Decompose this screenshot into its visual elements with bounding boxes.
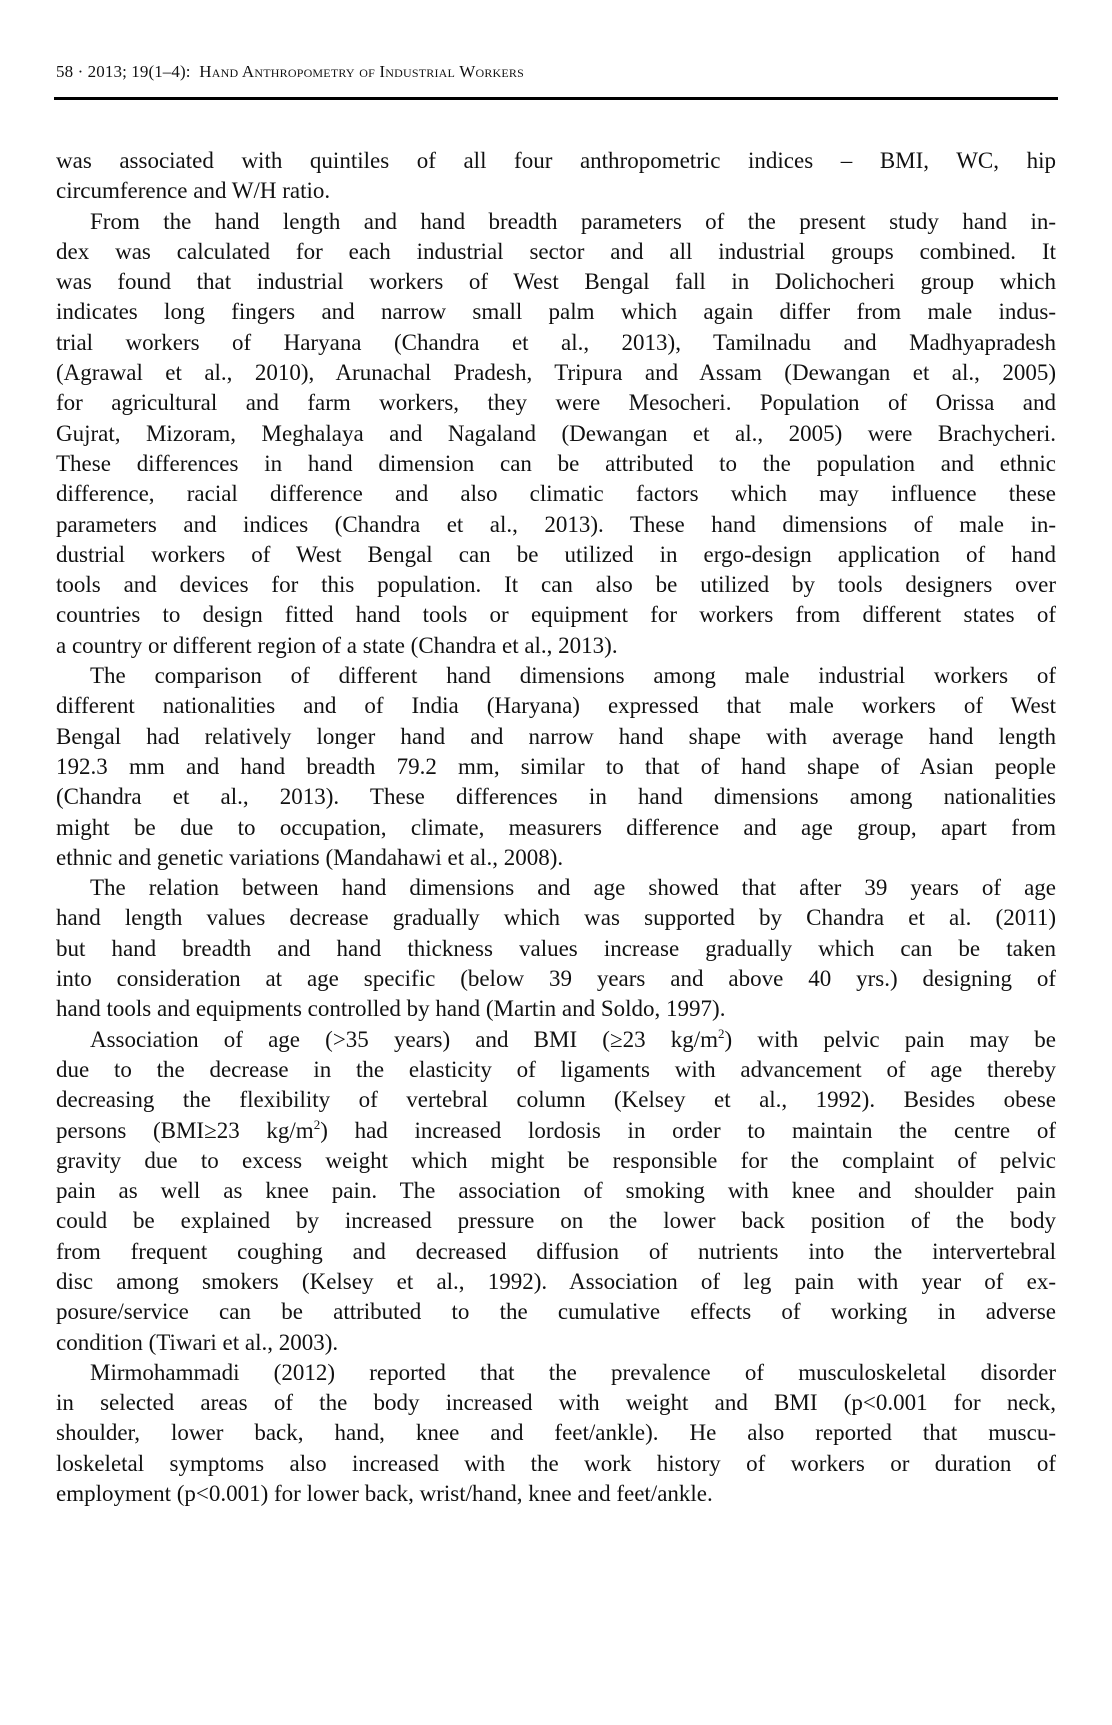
text-line: dex was calculated for each industrial sector and all industrial groups combined. It	[56, 238, 1056, 264]
text-line: into consideration at age specific (below 39 years and above 40 yrs.) designing of	[56, 966, 1056, 992]
text-line: gravity due to excess weight which might be responsible for the complaint of pelvic	[56, 1147, 1056, 1173]
text-line: shoulder, lower back, hand, knee and feet/ankle). He also reported that muscu-	[56, 1420, 1056, 1446]
text-line: dustrial workers of West Bengal can be utilized in ergo-design application of hand	[56, 541, 1056, 567]
text-line: was associated with quintiles of all four anthropometric indices – BMI, WC, hip	[56, 148, 1056, 173]
text-line: hand tools and equipments controlled by hand (Martin and Soldo, 1997).	[56, 996, 726, 1022]
text-line: might be due to occupation, climate, measurers difference and age group, apart from	[56, 814, 1056, 840]
text-line: trial workers of Haryana (Chandra et al., 2013), Tamilnadu and Madhyapradesh	[56, 329, 1056, 355]
text-line: could be explained by increased pressure on the lower back position of the body	[56, 1208, 1056, 1234]
text-line: different nationalities and of India (Haryana) expressed that male workers of West	[56, 693, 1056, 719]
text-line: due to the decrease in the elasticity of ligaments with advancement of age thereby	[56, 1056, 1056, 1082]
text-line: posure/service can be attributed to the cumulative effects of working in adverse	[56, 1299, 1056, 1325]
text-line: 192.3 mm and hand breadth 79.2 mm, similar to that of hand shape of Asian people	[56, 753, 1056, 779]
text-line: circumference and W/H ratio.	[56, 178, 331, 204]
running-head	[56, 62, 524, 82]
text-line: in selected areas of the body increased with weight and BMI (p<0.001 for neck,	[56, 1390, 1056, 1416]
text-line: employment (p<0.001) for lower back, wrist/hand, knee and feet/ankle.	[56, 1481, 713, 1507]
issue-info: · 2013; 19(1–4):	[77, 62, 191, 81]
text-line: Association of age (>35 years) and BMI (≥23 $kg/m^2$) with pelvic pain may be	[90, 1025, 1056, 1052]
text-line: The comparison of different hand dimensions among male industrial workers of	[90, 663, 1056, 689]
article-short-title: Hand Anthropometry of Industrial Workers	[199, 62, 525, 81]
paragraph	[56, 1358, 1056, 1509]
text-line: From the hand length and hand breadth parameters of the present study hand in-	[90, 208, 1056, 234]
text-line: parameters and indices (Chandra et al., 2013). These hand dimensions of male in-	[56, 511, 1056, 537]
text-line: persons (BMI≥23 $kg/m^2$) had increased lordosis in order to maintain the centre of	[56, 1116, 1056, 1143]
text-line: loskeletal symptoms also increased with the work history of workers or duration of	[56, 1450, 1056, 1476]
text-line: decreasing the flexibility of vertebral column (Kelsey et al., 1992). Besides obese	[56, 1087, 1056, 1113]
text-line: (Agrawal et al., 2010), Arunachal Pradesh, Tripura and Assam (Dewangan et al., 2005)	[56, 360, 1056, 386]
paragraph	[56, 1025, 1056, 1358]
body-text	[56, 146, 1056, 1509]
text-line: Mirmohammadi (2012) reported that the prevalence of musculoskeletal disorder	[90, 1359, 1056, 1385]
page-number: 58	[56, 62, 74, 81]
paragraph	[56, 207, 1056, 661]
text-line: but hand breadth and hand thickness values increase gradually which can be taken	[56, 935, 1056, 961]
text-line: for agricultural and farm workers, they were Mesocheri. Population of Orissa and	[56, 390, 1056, 416]
text-line: hand length values decrease gradually which was supported by Chandra et al. (2011)	[56, 905, 1056, 931]
text-line: The relation between hand dimensions and age showed that after 39 years of age	[90, 875, 1056, 901]
text-line: from frequent coughing and decreased diffusion of nutrients into the intervertebral	[56, 1238, 1056, 1264]
text-line: a country or different region of a state (Chandra et al., 2013).	[56, 632, 618, 658]
text-line: countries to design fitted hand tools or equipment for workers from different states of	[56, 602, 1056, 628]
text-line: tools and devices for this population. It can also be utilized by tools designers over	[56, 572, 1056, 598]
text-line: Gujrat, Mizoram, Meghalaya and Nagaland (Dewangan et al., 2005) were Brachycheri.	[56, 420, 1056, 446]
paragraph	[56, 873, 1056, 1024]
paragraph	[56, 661, 1056, 873]
text-line: was found that industrial workers of West Bengal fall in Dolichocheri group which	[56, 269, 1056, 295]
text-line: (Chandra et al., 2013). These differences in hand dimensions among nationalities	[56, 784, 1056, 810]
text-line: pain as well as knee pain. The association of smoking with knee and shoulder pain	[56, 1178, 1056, 1204]
text-line: These differences in hand dimension can be attributed to the population and ethnic	[56, 450, 1056, 476]
text-line: ethnic and genetic variations (Mandahawi et al., 2008).	[56, 844, 564, 870]
text-line: indicates long fingers and narrow small palm which again differ from male indus-	[56, 299, 1056, 325]
text-line: Bengal had relatively longer hand and narrow hand shape with average hand length	[56, 723, 1056, 749]
header-rule	[54, 97, 1058, 100]
paragraph	[56, 146, 1056, 207]
text-line: disc among smokers (Kelsey et al., 1992). Association of leg pain with year of ex-	[56, 1268, 1056, 1294]
text-line: condition (Tiwari et al., 2003).	[56, 1329, 339, 1355]
text-line: difference, racial difference and also climatic factors which may influence these	[56, 481, 1056, 507]
